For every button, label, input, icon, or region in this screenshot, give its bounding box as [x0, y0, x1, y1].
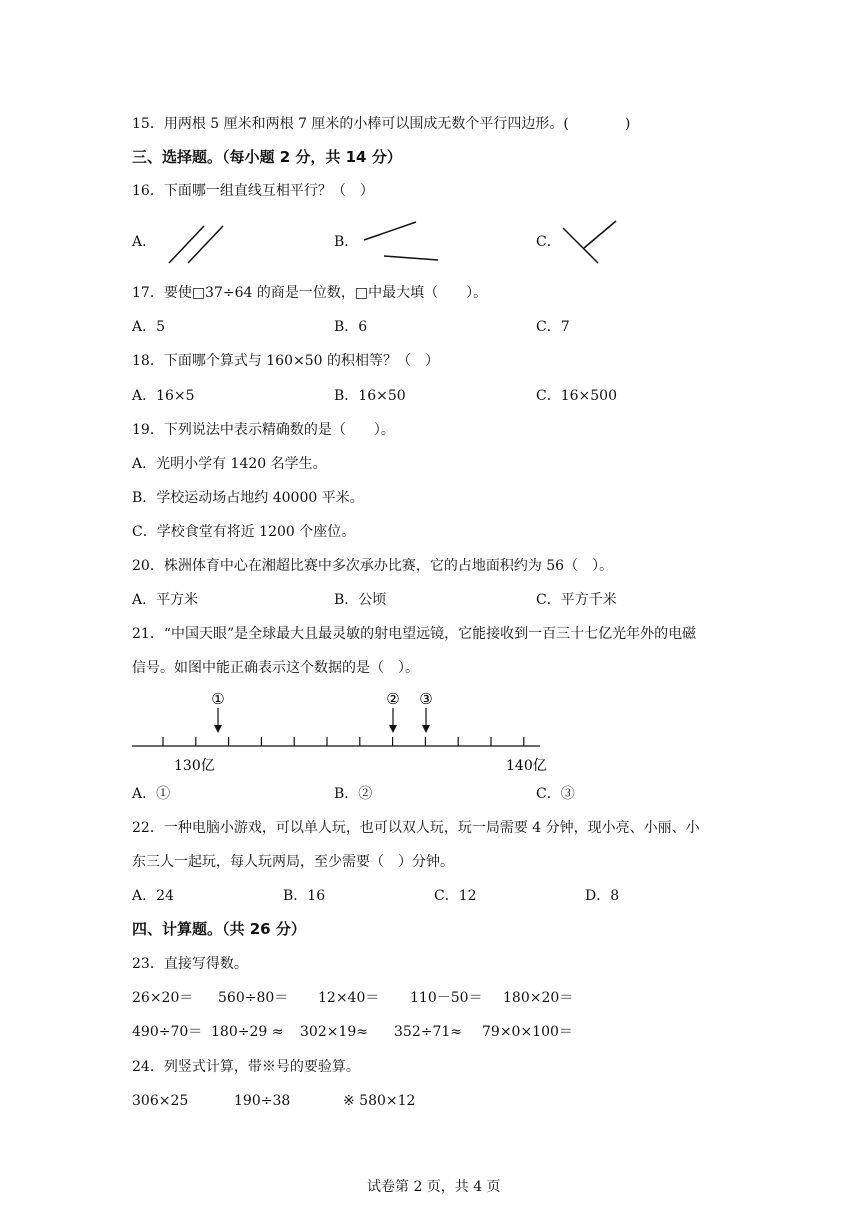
calc-item: 26×20＝ — [132, 990, 194, 1006]
question-16-stem: 16．下面哪一组直线互相平行？（ ） — [132, 183, 374, 199]
question-21-stem-line1: 21．“中国天眼”是全球最大且最灵敏的射电望远镜，它能接收到一百三十七亿光年外的电磁 — [132, 626, 697, 642]
question-21-stem-line2: 信号。如图中能正确表示这个数据的是（ ）。 — [132, 660, 419, 676]
nonparallel-lines-figure — [360, 218, 450, 268]
question-16-option-a[interactable]: A． — [132, 234, 157, 250]
calc-item: 180÷29 ≈ — [211, 1024, 284, 1040]
question-20-option-a[interactable]: A．平方米 — [132, 592, 199, 608]
question-18-option-b[interactable]: B．16×50 — [334, 388, 406, 404]
question-21-option-c[interactable]: C．③ — [536, 786, 575, 802]
parallel-lines-figure — [160, 218, 230, 268]
question-20-stem: 20．株洲体育中心在湘超比赛中多次承办比赛，它的占地面积约为 56（ ）。 — [132, 558, 614, 574]
line-b2 — [384, 256, 438, 260]
calc-item: 12×40＝ — [318, 990, 380, 1006]
marker-1: ① — [211, 690, 225, 708]
calc-item: 110－50＝ — [410, 990, 483, 1006]
question-17-stem: 17．要使□37÷64 的商是一位数，□中最大填（ ）。 — [132, 285, 488, 301]
arrow-1-head — [214, 725, 222, 733]
question-22-stem-line1: 22．一种电脑小游戏，可以单人玩，也可以双人玩，玩一局需要 4 分钟，现小亮、小丽、小 — [132, 820, 700, 836]
question-21-option-b[interactable]: B．② — [334, 786, 373, 802]
question-17-option-c[interactable]: C．7 — [536, 319, 570, 335]
vertical-calc-item: 190÷38 — [234, 1093, 291, 1109]
label-140: 140亿 — [506, 758, 547, 774]
question-22-option-d[interactable]: D．8 — [585, 888, 620, 904]
question-19-option-c[interactable]: C．学校食堂有将近 1200 个座位。 — [132, 524, 356, 540]
question-22-stem-line2: 东三人一起玩，每人玩两局，至少需要（ ）分钟。 — [132, 854, 454, 870]
question-24-stem: 24．列竖式计算，带※号的要验算。 — [132, 1059, 360, 1075]
question-16-option-c[interactable]: C． — [536, 234, 561, 250]
section-4-heading: 四、计算题。（共 26 分） — [132, 920, 306, 938]
question-19-option-a[interactable]: A．光明小学有 1420 名学生。 — [132, 456, 327, 472]
question-22-option-c[interactable]: C．12 — [434, 888, 477, 904]
question-18-stem: 18．下面哪个算式与 160×50 的积相等？（ ） — [132, 353, 439, 369]
line-a2 — [188, 226, 223, 263]
number-line-figure — [128, 686, 548, 781]
question-15: 15．用两根 5 厘米和两根 7 厘米的小棒可以围成无数个平行四边形。( ) — [132, 116, 631, 132]
question-19-stem: 19．下列说法中表示精确数的是（ ）。 — [132, 422, 395, 438]
section-3-heading: 三、选择题。（每小题 2 分，共 14 分） — [132, 148, 402, 166]
question-17-option-b[interactable]: B．6 — [334, 319, 368, 335]
marker-2: ② — [386, 690, 400, 708]
question-17-option-a[interactable]: A．5 — [132, 319, 166, 335]
intersecting-lines-figure — [558, 218, 628, 268]
question-23-stem: 23．直接写得数。 — [132, 956, 248, 972]
question-22-option-b[interactable]: B．16 — [283, 888, 326, 904]
line-b1 — [364, 222, 416, 240]
question-20-option-c[interactable]: C．平方千米 — [536, 592, 617, 608]
calc-item: 180×20＝ — [503, 990, 574, 1006]
number-line-ticks — [163, 737, 524, 746]
question-20-option-b[interactable]: B．公顷 — [334, 592, 387, 608]
line-c2 — [584, 221, 616, 248]
calc-item: 79×0×100＝ — [482, 1024, 573, 1040]
calc-item: 560÷80＝ — [218, 990, 289, 1006]
arrow-3-head — [422, 725, 430, 733]
label-130: 130亿 — [174, 758, 215, 774]
question-19-option-b[interactable]: B．学校运动场占地约 40000 平米。 — [132, 490, 364, 506]
vertical-calc-item: ※ 580×12 — [343, 1093, 416, 1109]
line-a1 — [169, 226, 204, 263]
page-footer: 试卷第 2 页，共 4 页 — [367, 1179, 501, 1195]
question-18-option-a[interactable]: A．16×5 — [132, 388, 195, 404]
marker-3: ③ — [419, 690, 433, 708]
arrow-2-head — [389, 725, 397, 733]
calc-item: 490÷70＝ — [132, 1024, 203, 1040]
question-16-option-b[interactable]: B． — [334, 234, 359, 250]
question-21-option-a[interactable]: A．① — [132, 786, 171, 802]
line-c1 — [563, 228, 598, 263]
calc-item: 352÷71≈ — [394, 1024, 462, 1040]
vertical-calc-item: 306×25 — [132, 1093, 189, 1109]
question-18-option-c[interactable]: C．16×500 — [536, 388, 617, 404]
question-22-option-a[interactable]: A．24 — [132, 888, 174, 904]
calc-item: 302×19≈ — [300, 1024, 368, 1040]
